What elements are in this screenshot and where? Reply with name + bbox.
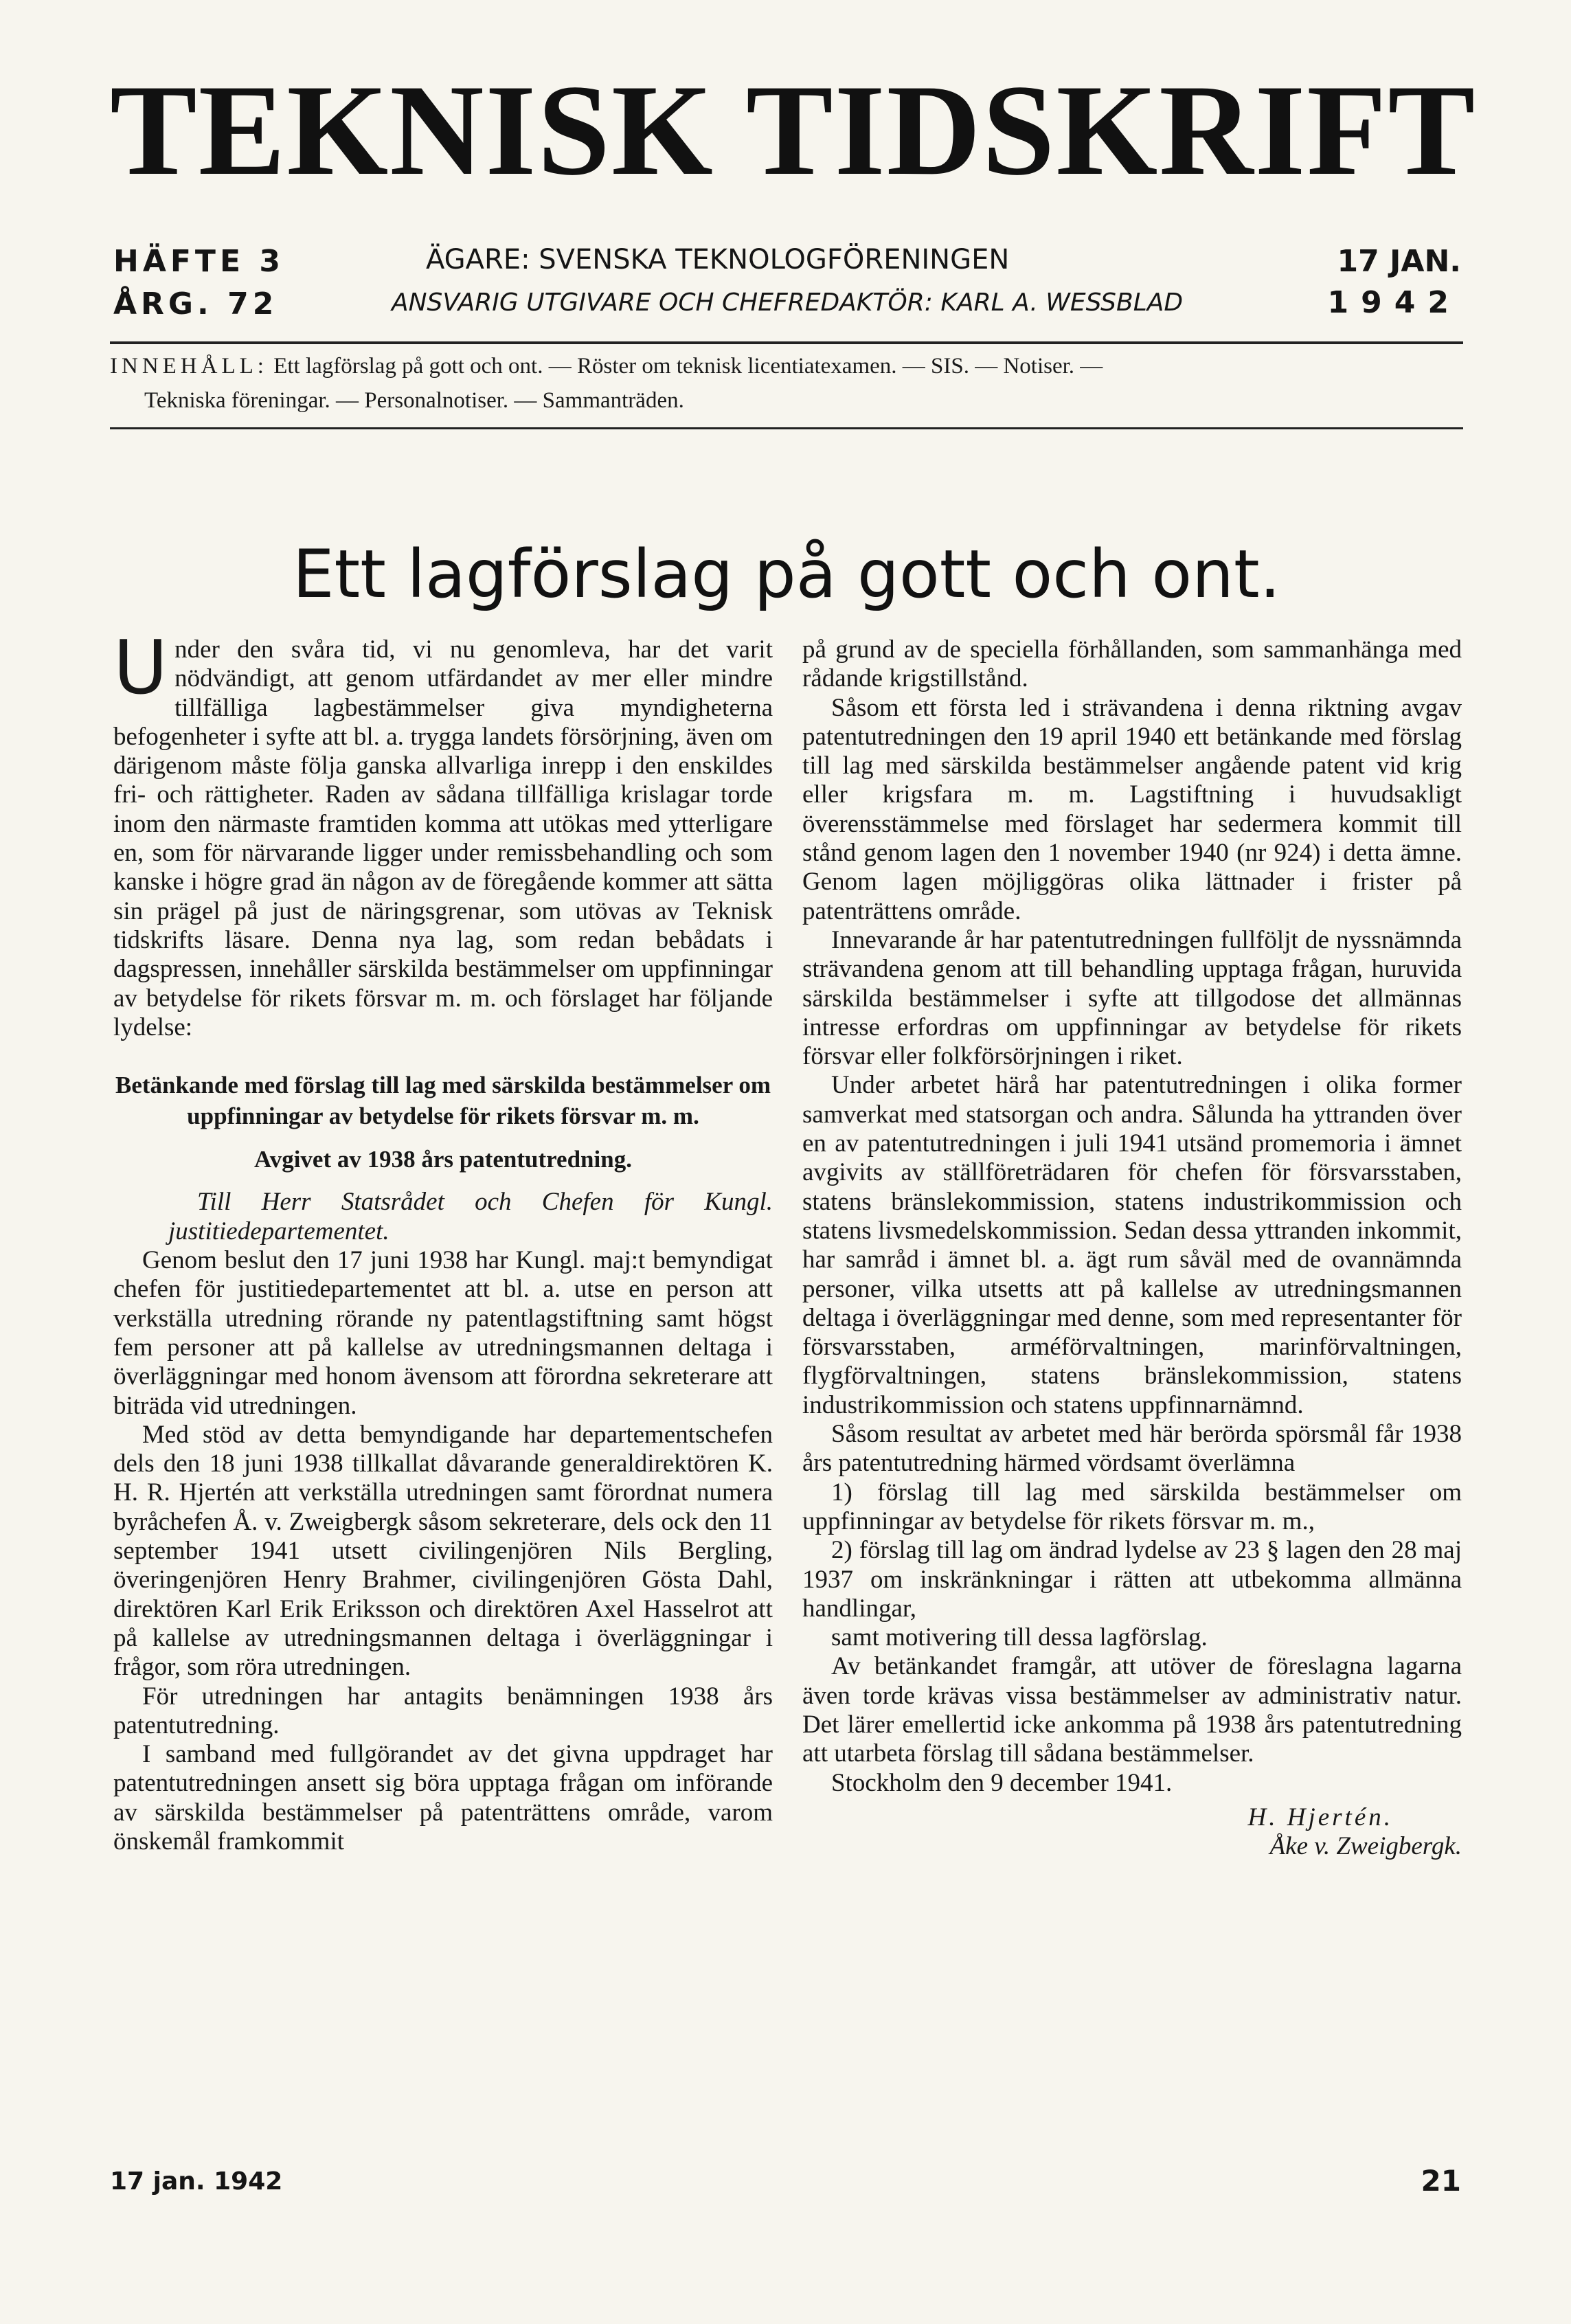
divider-top: [110, 341, 1463, 344]
intro-text: nder den svåra tid, vi nu genomleva, har det varit nödvändigt, att genom utfärdandet av mer eller mindre tillfälliga lagbestämmelser giva myndigheterna befogenheter i syfte att bl. a. trygga landets försörjning, även om därigenom måste följa ganska allvarliga inrepp i den enskildes fri- och rättigheter. Raden av sådana tillfälliga krislagar torde inom den närmaste framtiden komma att utökas med ytterligare en, som för närvarande ligger under remissbehandling och som kanske i högre grad än någon av de föregående kommer att sätta sin prägel på just de näringsgrenar, som utövas av Teknisk tidskrifts läsare. Denna nya lag, som redan bebådats i dagspressen, innehåller särskilda bestämmelser om uppfinningar av betydelse för rikets försvar m. m. och förslaget har följande lydelse:: [113, 635, 773, 1041]
signature-zweigbergk: Åke v. Zweigbergk.: [1269, 1832, 1462, 1861]
body-paragraph: på grund av de speciella förhållanden, som sammanhänga med rådande krigstillstånd.: [802, 635, 1462, 693]
body-paragraph: Innevarande år har patentutredningen fullföljt de nyssnämnda strävandena genom att till behandling upptaga frågan, huruvida särskilda bestämmelser i syfte att tillgodose det allmännas intresse erfordras om uppfinningar av betydelse för rikets försvar eller folkförsörjningen i riket.: [802, 925, 1462, 1071]
issue-number: HÄFTE 3: [113, 244, 284, 279]
intro-paragraph: [113, 625, 773, 1042]
toc-entries-1: Ett lagförslag på gott och ont. — Röster om teknisk licentiatexamen. — SIS. — Notiser. —: [273, 354, 1103, 379]
list-item: 1) förslag till lag med särskilda bestämmelser om uppfinningar av betydelse för rikets försvar m. m.,: [802, 1478, 1462, 1535]
table-of-contents: [110, 349, 1463, 418]
masthead-title: TEKNISK TIDSKRIFT: [110, 58, 1477, 203]
toc-entries-2: Tekniska föreningar. — Personalnotiser. — Sammanträden.: [144, 388, 684, 413]
salutation: Till Herr Statsrådet och Chefen för Kungl. justitiedepartementet.: [168, 1188, 773, 1245]
volume-year: ÅRG. 72: [113, 286, 278, 321]
editor-line: ANSVARIG UTGIVARE OCH CHEFREDAKTÖR: KARL A. WESSBLAD: [392, 289, 1184, 317]
footer-date: 17 jan. 1942: [110, 2167, 283, 2196]
body-paragraph: Såsom resultat av arbetet med här berörda spörsmål får 1938 års patentutredning härmed vördsamt överlämna: [802, 1420, 1462, 1478]
column-left: [113, 625, 773, 1856]
body-paragraph: För utredningen har antagits benämningen 1938 års patentutredning.: [113, 1682, 773, 1739]
document-heading: Betänkande med förslag till lag med särskilda bestämmelser om uppfinningar av betydelse för rikets försvar m. m.: [115, 1072, 771, 1130]
column-right: [802, 635, 1462, 1861]
drop-cap: U: [113, 625, 168, 711]
divider-bottom: [110, 427, 1463, 429]
body-paragraph: samt motivering till dessa lagförslag.: [831, 1623, 1208, 1652]
issue-year: 1942: [1327, 285, 1461, 320]
issue-date: 17 JAN.: [1337, 244, 1461, 279]
page-number: 21: [1421, 2164, 1461, 2198]
body-paragraph: Med stöd av detta bemyndigande har departementschefen dels den 18 juni 1938 tillkallat dåvarande generaldirektören K. H. R. Hjertén att verkställa utredningen samt förordnat numera byråchefen Å. v. Zweigbergk såsom sekreterare, dels ock den 11 september 1941 utsett civilingenjören Nils Bergling, överingenjören Henry Brahmer, civilingenjören Gösta Dahl, direktören Karl Erik Eriksson och direktören Axel Hasselrot att på kallelse av utredningsmannen deltaga i överläggningar i frågor, som röra utredningen.: [113, 1420, 773, 1682]
body-paragraph: I samband med fullgörandet av det givna uppdraget har patentutredningen ansett sig böra upptaga frågan om införande av särskilda bestämmelser på patenträttens område, varom önskemål framkommit: [113, 1740, 773, 1855]
body-paragraph: Genom beslut den 17 juni 1938 har Kungl. maj:t bemyndigat chefen för justitiedepartementet att bl. a. utse en person att verkställa utredning rörande ny patentlagstiftning samt högst fem personer att på kallelse av utredningsmannen deltaga i överläggningar med honom ävensom att förordna sekreterare att biträda vid utredningen.: [113, 1246, 773, 1420]
body-paragraph: Under arbetet härå har patentutredningen i olika former samverkat med statsorgan och andra. Sålunda ha yttranden över en av patentutredningen i juli 1941 utsänd promemoria i ämnet avgivits av ställföreträdaren för chefen för försvarsstaben, statens bränslekommission, statens industrikommission och statens livsmedelskommission. Sedan dessa yttranden inkommit, har samråd i ämnet bl. a. ägt rum såväl med de ovannämnda personer, vilka utsetts att på kallelse av utredningsmannen deltaga i överläggningar med denne, som med representanter för försvarsstaben, arméförvaltningen, marinförvaltningen, flygförvaltningen, statens bränslekommission, statens industrikommission och statens uppfinnarnämnd.: [802, 1071, 1462, 1419]
list-item: 2) förslag till lag om ändrad lydelse av 23 § lagen den 28 maj 1937 om inskränkningar i rätten att utbekomma allmänna handlingar,: [802, 1536, 1462, 1623]
owner-line: ÄGARE: SVENSKA TEKNOLOGFÖRENINGEN: [426, 244, 1010, 275]
article-title: Ett lagförslag på gott och ont.: [292, 536, 1281, 613]
signature-hjerten: H. Hjertén.: [1247, 1803, 1393, 1831]
body-paragraph: Såsom ett första led i strävandena i denna riktning avgav patentutredningen den 19 april 1940 ett betänkande med förslag till lag med särskilda bestämmelser angående patent vid krig eller krigsfara m. m. Lagstiftning i huvudsakligt överensstämmelse med förslaget har sedermera kommit till stånd genom lagen den 1 november 1940 (nr 924) i detta ämne. Genom lagen möjliggöras olika lättnader i frister på patenträttens område.: [802, 693, 1462, 925]
toc-line-1: [110, 349, 1463, 383]
dateline: Stockholm den 9 december 1941.: [831, 1768, 1173, 1797]
body-paragraph: Av betänkandet framgår, att utöver de föreslagna lagarna även torde krävas vissa bestämmelser av administrativ natur. Det lärer emellertid icke ankomma på 1938 års patentutredning att utarbeta förslag till sådana bestämmelser.: [802, 1652, 1462, 1768]
document-subheading: Avgivet av 1938 års patentutredning.: [254, 1146, 632, 1173]
toc-label: INNEHÅLL:: [110, 354, 268, 379]
